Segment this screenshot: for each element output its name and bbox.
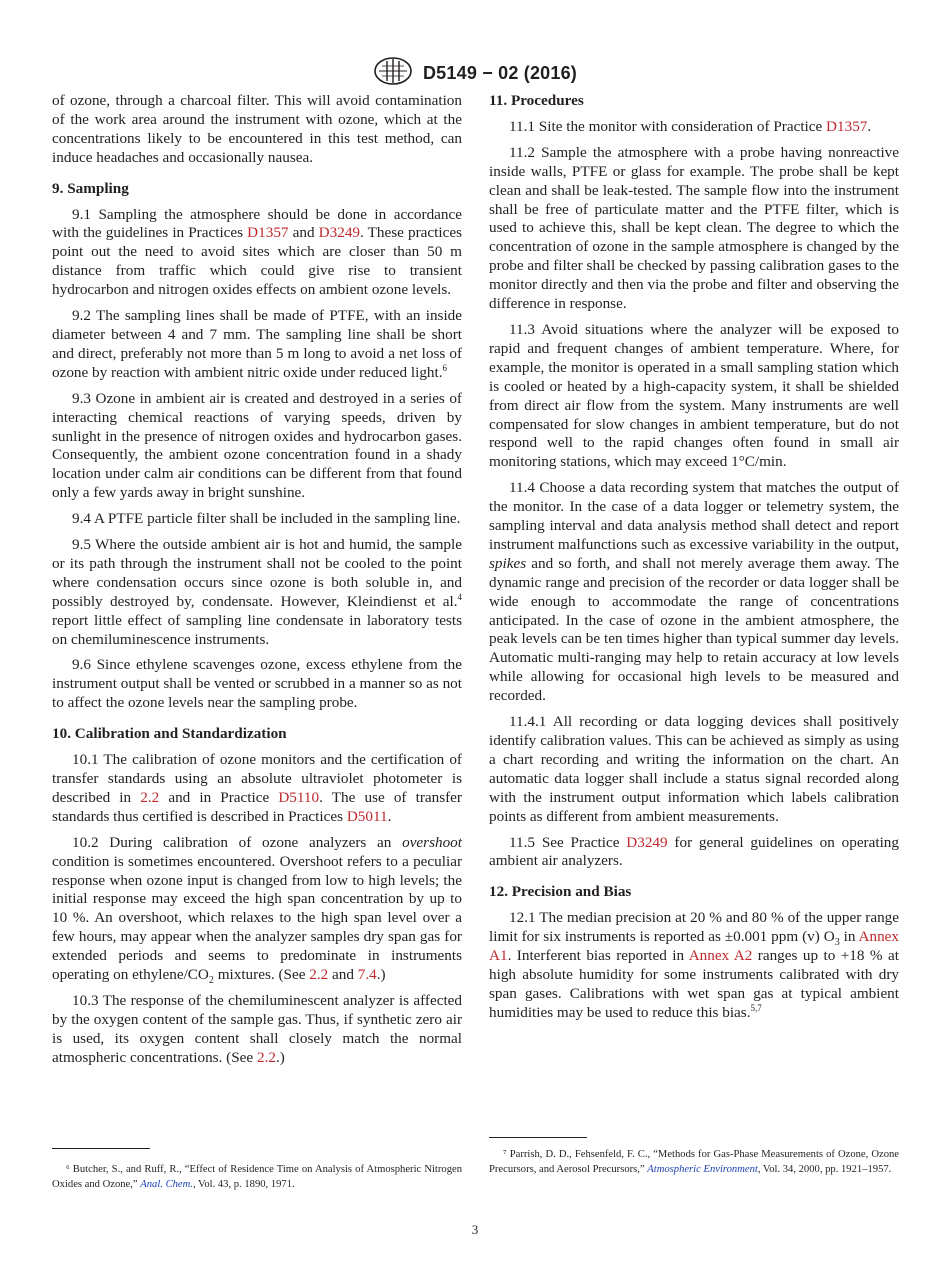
paragraph-9-2: 9.2 The sampling lines shall be made of PTFE, with an inside diameter between 4 and 7 mm. The sampling line shall be short and direct, preferably not more than 5 m long to avoid a net loss of ozone by reaction with ambient nitric oxide under reduced light.$^6$ [52, 307, 462, 381]
footnote-ref-6: 6 [442, 362, 448, 373]
footnote-divider [52, 1148, 150, 1149]
page-header [0, 56, 950, 91]
ref-link-2-2[interactable]: 2.2 [309, 966, 329, 984]
paragraph-11-4: 11.4 Choose a data recording system that matches the output of the monitor. In the case of a data logger or telemetry system, the sampling interval and data analysis method shall detect and report instrument malfunctions such as excessive variability in the output, spikes and so forth, and shall not merely average them away. The dynamic range and precision of the recorder or data logger shall be wide enough to accommodate the range of concentrations anticipated. In the case of ozone in the ambient atmosphere, the peak levels can be ten times higher than typical summer day levels. Automatic multi-ranging may help to retain accuracy at low levels while allowing for occasional high levels to be measured and recorded. [489, 479, 899, 705]
ref-link-d3249[interactable]: D3249 [318, 224, 361, 242]
astm-logo-icon [373, 56, 413, 91]
ref-link-7-4[interactable]: 7.4 [357, 966, 377, 984]
footnote-divider [489, 1137, 587, 1138]
section-10-title: 10. Calibration and Standardization [52, 725, 287, 743]
footnote-ref-5-7: 5,7 [750, 1002, 762, 1013]
ref-link-d5011[interactable]: D5011 [346, 807, 388, 825]
paragraph-9-5: 9.5 Where the outside ambient air is hot and humid, the sample or its path through the instrument shall not be cooled to the point where condensation occurs since ozone is both soluble in, and possibly destroyed by, condensate. However, Kleindienst et al.$^4$ report little effect of sampling line condensate in laboratory tests on chemiluminescence instruments. [52, 536, 462, 648]
paragraph-11-2: 11.2 Sample the atmosphere with a probe having nonreactive inside walls, PTFE or glass for example. The probe shall be kept clean and shall be leak-tested. The sample flow into the instrument shall be free of particulate matter and the PTFE filter, which is used to achieve this, shall be kept clean. The degree to which the concentration of ozone in the sample atmosphere is changed by the probe and filter shall be checked by passing calibration gases to the monitor directly and then via the probe and filter and observing the difference in response. [489, 143, 899, 313]
ref-link-d1357[interactable]: D1357 [247, 224, 289, 242]
journal-link-anal-chem[interactable]: Anal. Chem. [140, 1179, 193, 1190]
section-12-title: 12. Precision and Bias [489, 883, 632, 901]
paragraph-9-3: 9.3 Ozone in ambient air is created and destroyed in a series of interacting chemical reactions of varying speeds, driven by sunlight in the presence of nitrogen oxides and hydrocarbon gases. Consequently, the ambient ozone concentration found in a shady location under calm air conditions can be different from that found only a few yards away in bright sunshine. [52, 389, 462, 502]
ref-link-2-2[interactable]: 2.2 [140, 788, 160, 806]
footnote-ref-4: 4 [457, 591, 462, 602]
paragraph-11-5: 11.5 See Practice D3249 for general guidelines on operating ambient air analyzers. [489, 833, 899, 870]
left-column [52, 92, 462, 1075]
footnote-7: ⁷ Parrish, D. D., Fehsenfeld, F. C., “Methods for Gas-Phase Measurements of Ozone, Ozone Precursors, and Aerosol Precursors,” Atmospheric Environment, Vol. 34, 2000, pp. 1921–1957. [489, 1149, 899, 1175]
section-11-title: 11. Procedures [489, 92, 584, 109]
ref-link-d1357[interactable]: D1357 [826, 117, 868, 135]
journal-link-atmospheric-environment[interactable]: Atmospheric Environment [647, 1164, 758, 1175]
footnote-6: ⁶ Butcher, S., and Ruff, R., “Effect of Residence Time on Analysis of Atmospheric Nitrogen Oxides and Ozone,” Anal. Chem., Vol. 43, p. 1890, 1971. [52, 1164, 462, 1190]
ref-link-annex-a1[interactable]: Annex A1 [489, 928, 900, 965]
paragraph-11-3: 11.3 Avoid situations where the analyzer will be exposed to rapid and frequent changes of ambient temperature. Where, for example, the monitor is operated in a small sampling station which is cooled or heated by a high-capacity system, it shall be shielded from direct air flow from the system. Many instruments are well compensated for slow changes in ambient temperature, but do not respond well to the rapid changes often found in small air monitoring stations, which may exceed 1°C/min. [489, 320, 899, 471]
paragraph-12-1: 12.1 The median precision at 20 % and 80 % of the upper range limit for six instruments is reported as ±0.001 ppm (v) $O_3$ in Annex A1. Interferent bias reported in Annex A2 ranges up to +18 % at high absolute humidity for some instruments calibrated with dry span gases. Calibrations with wet span gas at typical ambient humidities may be used to reduce this bias.$^{5,7}$ [489, 909, 900, 1021]
paragraph-10-2: 10.2 During calibration of ozone analyzers an overshoot condition is sometimes encountered. Overshoot refers to a peculiar response when ozone input is changed from low to high levels; the initial response may exceed the high span concentration by up to 10 %. An overshoot, which relaxes to the high span level over a few hours, may appear when the analyzer samples dry span gas for extended periods and seems to predominate in instruments operating on ethylene/$CO_2$ mixtures. (See 2.2 and 7.4.) [52, 833, 462, 987]
paragraph-9-1: 9.1 Sampling the atmosphere should be done in accordance with the guidelines in Practices D1357 and D3249. These practices point out the need to avoid sites which are closer than 50 m distance from traffic which could give rise to transient hydrocarbon and nitrogen oxides effects on ambient ozone levels. [52, 205, 462, 299]
section-9-title: 9. Sampling [52, 179, 129, 197]
right-column [489, 92, 899, 1030]
document-id: D5149 − 02 (2016) [422, 63, 577, 83]
paragraph-11-1: 11.1 Site the monitor with consideration of Practice D1357. [509, 117, 872, 135]
intro-paragraph: of ozone, through a charcoal filter. This will avoid contamination of the work area around the instrument with ozone, which at the concentrations likely to be encountered in this test method, can induce headaches and occasionally nausea. [52, 92, 462, 166]
paragraph-10-1: 10.1 The calibration of ozone monitors and the certification of transfer standards using an absolute ultraviolet photometer is described in 2.2 and in Practice D5110. The use of transfer standards thus certified is described in Practices D5011. [52, 751, 462, 825]
ref-link-2-2[interactable]: 2.2 [256, 1048, 276, 1066]
paragraph-11-4-1: 11.4.1 All recording or data logging devices shall positively identify calibration values. This can be achieved as simply as using a chart recording and writing the information on the chart. An automatic data logger shall include a status signal recorded along with the instrument output information which labels calibration points as different from ambient measurements. [489, 713, 899, 825]
ref-link-d3249[interactable]: D3249 [626, 833, 668, 851]
paragraph-9-4: 9.4 A PTFE particle filter shall be included in the sampling line. [72, 510, 461, 528]
ref-link-annex-a2[interactable]: Annex A2 [688, 947, 753, 965]
paragraph-9-6: 9.6 Since ethylene scavenges ozone, excess ethylene from the instrument output shall be vented or scrubbed in a manner so as not to affect the ozone levels near the sampling probe. [52, 656, 462, 712]
ref-link-d5110[interactable]: D5110 [278, 788, 320, 806]
page-number: 3 [471, 1222, 479, 1237]
paragraph-10-3: 10.3 The response of the chemiluminescent analyzer is affected by the oxygen content of the sample gas. Thus, if synthetic zero air is used, its oxygen content shall closely match the normal atmospheric concentrations. (See 2.2.) [52, 991, 462, 1066]
